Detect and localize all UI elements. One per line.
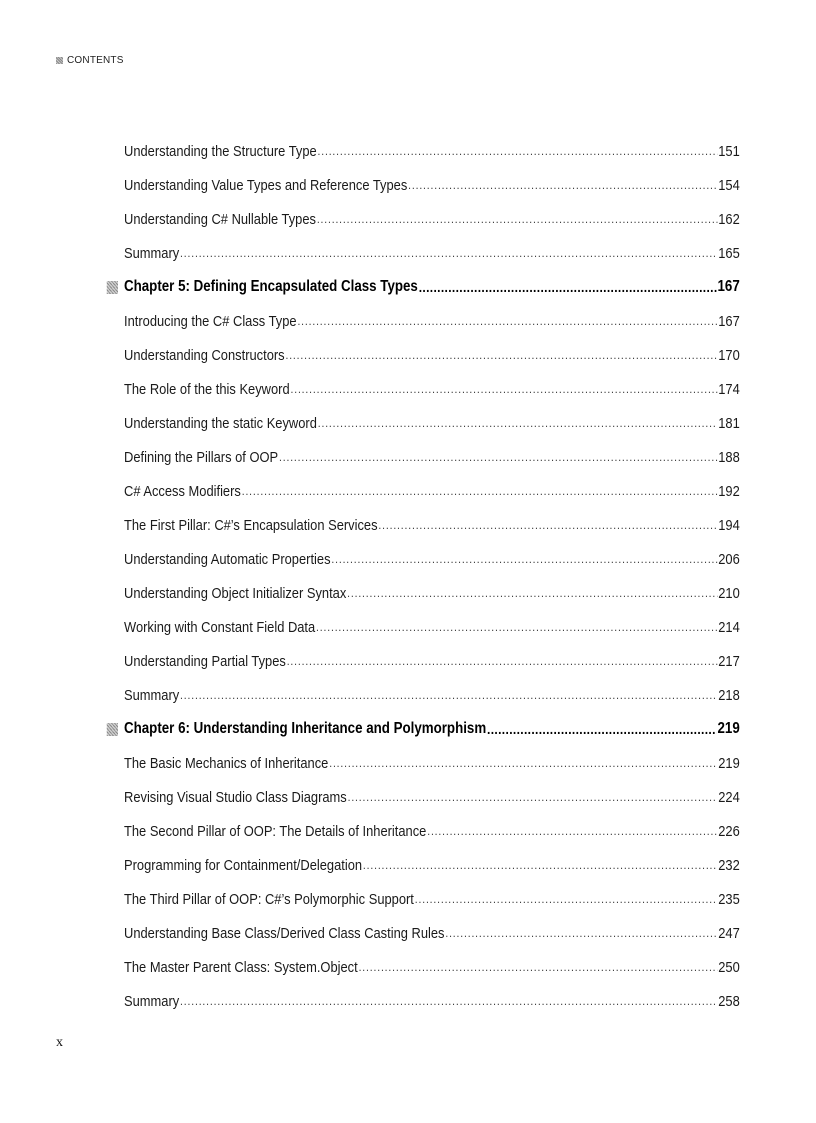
toc-entry-page-number: 194 bbox=[718, 516, 740, 534]
toc-entry-page-number: 151 bbox=[718, 142, 740, 160]
toc-dot-leader bbox=[378, 518, 717, 532]
toc-entry-page-number: 188 bbox=[718, 448, 740, 466]
toc-entry-page-number: 235 bbox=[718, 890, 740, 908]
toc-section-entry[interactable] bbox=[124, 508, 740, 542]
toc-section-entry[interactable] bbox=[124, 236, 740, 270]
toc-dot-leader bbox=[285, 348, 717, 362]
toc-entry-title: Chapter 5: Defining Encapsulated Class Types bbox=[124, 278, 418, 295]
toc-section-entry[interactable] bbox=[124, 542, 740, 576]
toc-section-entry[interactable] bbox=[124, 576, 740, 610]
toc-entry-page-number: 162 bbox=[718, 210, 740, 228]
toc-section-entry[interactable] bbox=[124, 984, 740, 1018]
toc-dot-leader bbox=[318, 144, 718, 158]
toc-dot-leader bbox=[279, 450, 717, 464]
toc-section-entry[interactable] bbox=[124, 610, 740, 644]
toc-entry-title: The Basic Mechanics of Inheritance bbox=[124, 754, 329, 772]
toc-dot-leader bbox=[348, 790, 718, 804]
toc-entry-title: Understanding Value Types and Reference Types bbox=[124, 176, 408, 194]
toc-entry-page-number: 226 bbox=[718, 822, 740, 840]
toc-chapter-entry[interactable] bbox=[124, 270, 740, 304]
toc-section-entry[interactable] bbox=[124, 474, 740, 508]
toc-dot-leader bbox=[291, 382, 718, 396]
toc-section-entry[interactable] bbox=[124, 746, 740, 780]
toc-entry-title: Revising Visual Studio Class Diagrams bbox=[124, 788, 347, 806]
chapter-marker-icon bbox=[107, 723, 118, 736]
toc-entry-title: Summary bbox=[124, 992, 180, 1010]
toc-entry-title: Understanding Base Class/Derived Class Casting Rules bbox=[124, 924, 445, 942]
toc-entry-page-number: 192 bbox=[718, 482, 740, 500]
running-head bbox=[56, 55, 124, 66]
toc-dot-leader bbox=[297, 314, 717, 328]
toc-dot-leader bbox=[359, 960, 718, 974]
toc-entry-page-number: 167 bbox=[718, 312, 740, 330]
toc-entry-title: Understanding the Structure Type bbox=[124, 142, 317, 160]
toc-dot-leader bbox=[180, 688, 717, 702]
toc-dot-leader bbox=[180, 994, 717, 1008]
table-of-contents bbox=[124, 134, 740, 1018]
toc-entry-page-number: 258 bbox=[718, 992, 740, 1010]
toc-chapter-entry[interactable] bbox=[124, 712, 740, 746]
toc-dot-leader bbox=[180, 246, 717, 260]
toc-entry-page-number: 224 bbox=[718, 788, 740, 806]
toc-section-entry[interactable] bbox=[124, 950, 740, 984]
toc-entry-page-number: 217 bbox=[718, 652, 740, 670]
toc-section-entry[interactable] bbox=[124, 304, 740, 338]
toc-section-entry[interactable] bbox=[124, 678, 740, 712]
toc-entry-title: C# Access Modifiers bbox=[124, 482, 241, 500]
toc-entry-title: The Second Pillar of OOP: The Details of Inheritance bbox=[124, 822, 427, 840]
toc-entry-page-number: 232 bbox=[718, 856, 740, 874]
toc-entry-title: Understanding Automatic Properties bbox=[124, 550, 331, 568]
toc-entry-title: Introducing the C# Class Type bbox=[124, 312, 297, 330]
toc-entry-title: Understanding the static Keyword bbox=[124, 414, 317, 432]
toc-entry-title: Understanding Partial Types bbox=[124, 652, 286, 670]
toc-entry-page-number: 214 bbox=[718, 618, 740, 636]
toc-section-entry[interactable] bbox=[124, 644, 740, 678]
toc-entry-title: The Role of the this Keyword bbox=[124, 380, 290, 398]
toc-section-entry[interactable] bbox=[124, 882, 740, 916]
toc-dot-leader bbox=[445, 926, 717, 940]
toc-entry-title: Programming for Containment/Delegation bbox=[124, 856, 363, 874]
toc-entry-page-number: 219 bbox=[718, 754, 740, 772]
toc-section-entry[interactable] bbox=[124, 134, 740, 168]
toc-section-entry[interactable] bbox=[124, 202, 740, 236]
toc-entry-title: Defining the Pillars of OOP bbox=[124, 448, 279, 466]
toc-section-entry[interactable] bbox=[124, 338, 740, 372]
toc-dot-leader bbox=[318, 416, 718, 430]
running-head-label: CONTENTS bbox=[67, 55, 124, 66]
toc-entry-title: Understanding C# Nullable Types bbox=[124, 210, 316, 228]
toc-entry-page-number: 218 bbox=[718, 686, 740, 704]
toc-section-entry[interactable] bbox=[124, 168, 740, 202]
toc-entry-page-number: 219 bbox=[717, 720, 740, 737]
toc-entry-title: The Master Parent Class: System.Object bbox=[124, 958, 358, 976]
running-head-marker-icon bbox=[56, 57, 63, 64]
toc-entry-page-number: 170 bbox=[718, 346, 740, 364]
toc-dot-leader bbox=[347, 586, 717, 600]
toc-entry-page-number: 247 bbox=[718, 924, 740, 942]
toc-entry-title: Working with Constant Field Data bbox=[124, 618, 316, 636]
toc-dot-leader bbox=[317, 212, 718, 226]
toc-entry-page-number: 165 bbox=[718, 244, 740, 262]
toc-dot-leader bbox=[487, 721, 717, 737]
toc-entry-title: Chapter 6: Understanding Inheritance and Polymorphism bbox=[124, 720, 487, 737]
toc-entry-page-number: 181 bbox=[718, 414, 740, 432]
toc-dot-leader bbox=[408, 178, 717, 192]
toc-dot-leader bbox=[419, 279, 717, 295]
toc-section-entry[interactable] bbox=[124, 440, 740, 474]
chapter-marker-icon bbox=[107, 281, 118, 294]
toc-section-entry[interactable] bbox=[124, 848, 740, 882]
toc-entry-title: Summary bbox=[124, 686, 180, 704]
toc-entry-title: The First Pillar: C#’s Encapsulation Services bbox=[124, 516, 378, 534]
toc-entry-page-number: 154 bbox=[718, 176, 740, 194]
toc-dot-leader bbox=[329, 756, 717, 770]
toc-dot-leader bbox=[427, 824, 717, 838]
toc-entry-title: Understanding Object Initializer Syntax bbox=[124, 584, 347, 602]
toc-dot-leader bbox=[242, 484, 718, 498]
toc-section-entry[interactable] bbox=[124, 916, 740, 950]
toc-dot-leader bbox=[287, 654, 718, 668]
toc-dot-leader bbox=[415, 892, 718, 906]
toc-entry-page-number: 210 bbox=[718, 584, 740, 602]
toc-entry-title: Summary bbox=[124, 244, 180, 262]
toc-section-entry[interactable] bbox=[124, 814, 740, 848]
toc-entry-title: Understanding Constructors bbox=[124, 346, 285, 364]
toc-entry-title: The Third Pillar of OOP: C#’s Polymorphic Support bbox=[124, 890, 414, 908]
toc-entry-page-number: 206 bbox=[718, 550, 740, 568]
toc-dot-leader bbox=[363, 858, 717, 872]
toc-entry-page-number: 167 bbox=[717, 278, 740, 295]
toc-section-entry[interactable] bbox=[124, 406, 740, 440]
toc-dot-leader bbox=[316, 620, 717, 634]
page-number: x bbox=[56, 1035, 63, 1050]
toc-dot-leader bbox=[331, 552, 717, 566]
toc-entry-page-number: 250 bbox=[718, 958, 740, 976]
toc-entry-page-number: 174 bbox=[718, 380, 740, 398]
toc-section-entry[interactable] bbox=[124, 780, 740, 814]
toc-section-entry[interactable] bbox=[124, 372, 740, 406]
